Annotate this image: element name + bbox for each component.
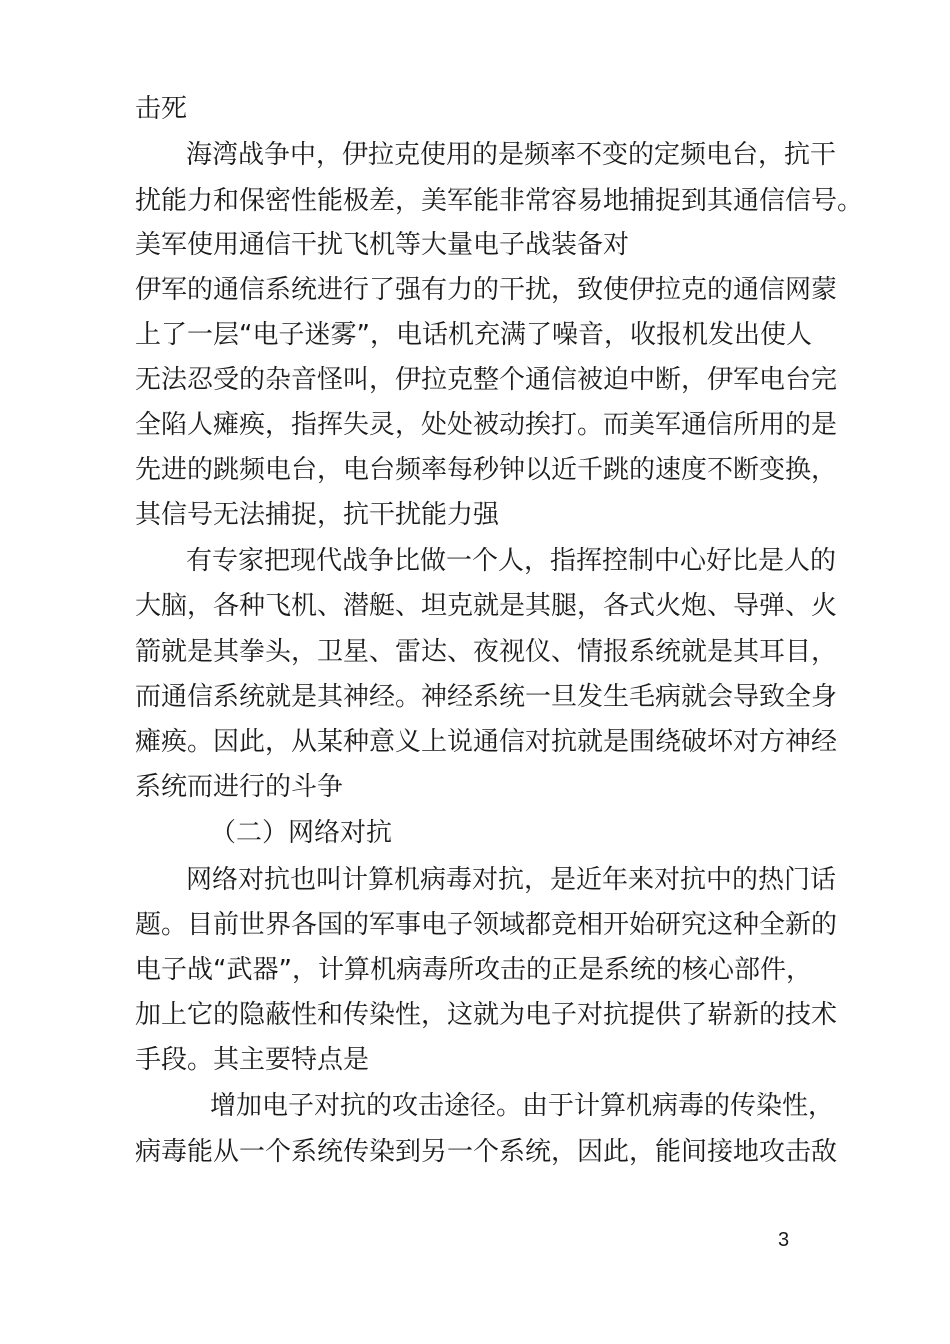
text-line: 无法忍受的杂音怪叫，伊拉克整个通信被迫中断，伊军电台完 [135, 365, 838, 395]
text-line: 击死 [135, 94, 188, 124]
page-number: 3 [778, 1229, 790, 1251]
text-line: 瘫痪。因此，从某种意义上说通信对抗就是围绕破坏对方神经 [135, 727, 838, 757]
text-line: 箭就是其拳头，卫星、雷达、夜视仪、情报系统就是其耳目， [135, 637, 838, 667]
paragraph-start-line: 增加电子对抗的攻击途径。由于计算机病毒的传染性， [210, 1091, 835, 1121]
section-heading: （二）网络对抗 [210, 818, 393, 848]
text-line: 系统而进行的斗争 [135, 772, 344, 802]
text-line: 其信号无法捕捉，抗干扰能力强 [135, 500, 500, 530]
paragraph-start-line: 网络对抗也叫计算机病毒对抗，是近年来对抗中的热门话 [186, 865, 837, 895]
text-line: 病毒能从一个系统传染到另一个系统，因此，能间接地攻击敌 [135, 1137, 838, 1167]
text-line: 电子战“武器”，计算机病毒所攻击的正是系统的核心部件， [135, 955, 812, 985]
text-line: 美军使用通信干扰飞机等大量电子战装备对 [135, 230, 630, 260]
text-line: 扰能力和保密性能极差，美军能非常容易地捕捉到其通信信号。 [135, 186, 864, 216]
text-line: 题。目前世界各国的军事电子领域都竞相开始研究这种全新的 [135, 910, 838, 940]
paragraph-start-line: 海湾战争中，伊拉克使用的是频率不变的定频电台，抗干 [186, 140, 837, 170]
text-line: 手段。其主要特点是 [135, 1045, 370, 1075]
text-line: 大脑，各种飞机、潜艇、坦克就是其腿，各式火炮、导弹、火 [135, 591, 838, 621]
paragraph-start-line: 有专家把现代战争比做一个人，指挥控制中心好比是人的 [186, 546, 837, 576]
text-line: 加上它的隐蔽性和传染性，这就为电子对抗提供了崭新的技术 [135, 1000, 838, 1030]
text-line: 而通信系统就是其神经。神经系统一旦发生毛病就会导致全身 [135, 682, 838, 712]
text-line: 先进的跳频电台，电台频率每秒钟以近千跳的速度不断变换， [135, 455, 838, 485]
text-line: 伊军的通信系统进行了强有力的干扰，致使伊拉克的通信网蒙 [135, 275, 838, 305]
text-line: 全陷人瘫痪，指挥失灵，处处被动挨打。而美军通信所用的是 [135, 410, 838, 440]
text-line: 上了一层“电子迷雾”，电话机充满了噪音，收报机发出使人 [135, 320, 812, 350]
